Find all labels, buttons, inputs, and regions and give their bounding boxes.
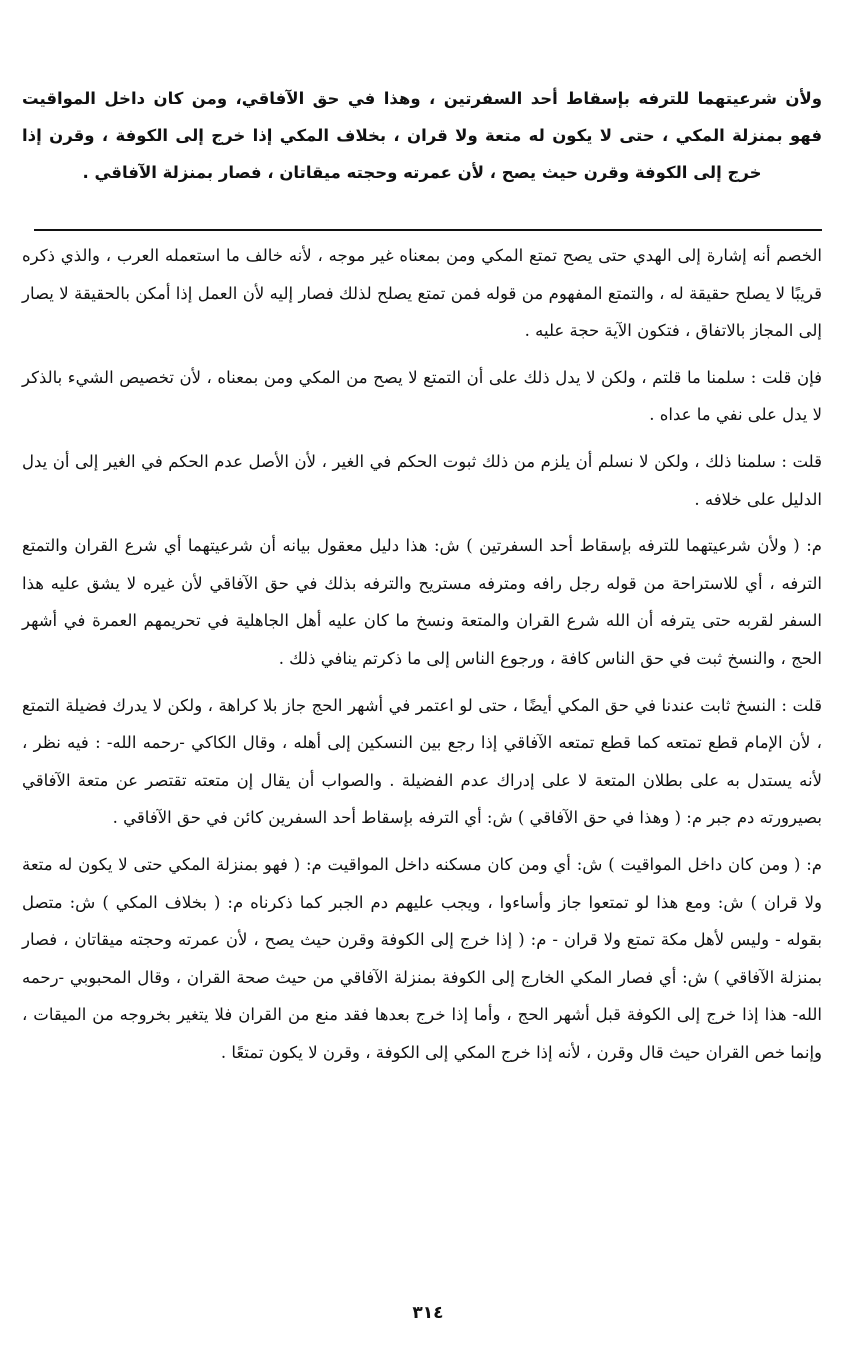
paragraph: قلت : النسخ ثابت عندنا في حق المكي أيضًا ، حتى لو اعتمر في أشهر الحج جاز بلا كراهة ، ولكن لا يدرك فضيلة التمتع ، لأن الإمام قطع تمتعه كما قطع تمتعه الآفاقي إذا رجع بين النسكين إلى أهله ، وقال الكاكي -رحمه الله- : فيه نظر ، لأنه يستدل به على بطلان المتعة لا على إدراك عدم الفضيلة . والصواب أن يقال إن متعته تقتصر عن متعة الآفاقي بصيرورته دم جبر م: ( وهذا في حق الآفاقي ) ش: أي الترفه بإسقاط أحد السفرين كائن في حق الآفاقي . xyxy=(22,695,822,828)
separator-rule xyxy=(34,229,822,231)
matn-text: ولأن شرعيتهما للترفه بإسقاط أحد السفرتين ، وهذا في حق الآفاقي، ومن كان داخل المواقيت فهو بمنزلة المكي ، حتى لا يكون له متعة ولا قران ، بخلاف المكي إذا خرج إلى الكوفة ، وقرن إذا خرج إلى الكوفة وقرن حيث يصح ، لأن عمرته وحجته ميقاتان ، فصار بمنزلة الآفاقي . xyxy=(22,89,822,182)
paragraph: م: ( ومن كان داخل المواقيت ) ش: أي ومن كان مسكنه داخل المواقيت م: ( فهو بمنزلة المكي حتى لا يكون له متعة ولا قران ) ش: ومع هذا لو تمتعوا جاز وأساءوا ، ويجب عليهم دم الجبر كما ذكرناه م: ( بخلاف المكي ) ش: متصل بقوله - وليس لأهل مكة تمتع ولا قران - م: ( إذا خرج إلى الكوفة وقرن حيث يصح ، لأن عمرته وحجته ميقاتان ، فصار بمنزلة الآفاقي ) ش: أي فصار المكي الخارج إلى الكوفة بمنزلة الآفاقي من حيث صحة القران ، وقال المحبوبي -رحمه الله- هذا إذا خرج إلى الكوفة قبل أشهر الحج ، وأما إذا خرج بعدها فقد منع من القران فلا يتغير بخروجه من الميقات ، وإنما خص القران حيث قال وقرن ، لأنه إذا خرج المكي إلى الكوفة ، وقرن لا يكون تمتعًا . xyxy=(22,854,822,1062)
page-number: ٣١٤ xyxy=(412,1303,444,1323)
paragraph: قلت : سلمنا ذلك ، ولكن لا نسلم أن يلزم من ذلك ثبوت الحكم في الغير ، لأن الأصل عدم الحكم في الغير إلى أن يدل الدليل على خلافه . xyxy=(22,451,822,509)
paragraph: فإن قلت : سلمنا ما قلتم ، ولكن لا يدل ذلك على أن التمتع لا يصح من المكي ومن بمعناه ، لأن تخصيص الشيء بالذكر لا يدل على نفي ما عداه . xyxy=(22,367,822,425)
paragraph: م: ( ولأن شرعيتهما للترفه بإسقاط أحد السفرتين ) ش: هذا دليل معقول بيانه أن شرعيتهما أي شرع القران والتمتع الترفه ، أي للاستراحة من قوله رجل رافه ومترفه مستريح والترفه بذلك في حق الآفاقي لأن غيره لا يشق عليه هذا السفر لقربه حتى يترفه أن الله شرع القران والمتعة ونسخ ما كان عليه أهل الجاهلية في تحريمهم العمرة في أشهر الحج ، والنسخ ثبت في حق الناس كافة ، ورجوع الناس إلى ما ذكرتم ينافي ذلك . xyxy=(22,536,822,668)
commentary xyxy=(22,237,822,1071)
page xyxy=(22,80,822,1080)
paragraph: الخصم أنه إشارة إلى الهدي حتى يصح تمتع المكي ومن بمعناه غير موجه ، لأنه خالف ما استعمله العرب ، والذي ذكره قريبًا لا يصلح حقيقة له ، والتمتع المفهوم من قوله فمن تمتع يصلح لذلك فصار إليه لأن العمل إذا أمكن بالحقيقة لا يصار إلى المجاز بالاتفاق ، فتكون الآية حجة عليه . xyxy=(22,246,822,341)
